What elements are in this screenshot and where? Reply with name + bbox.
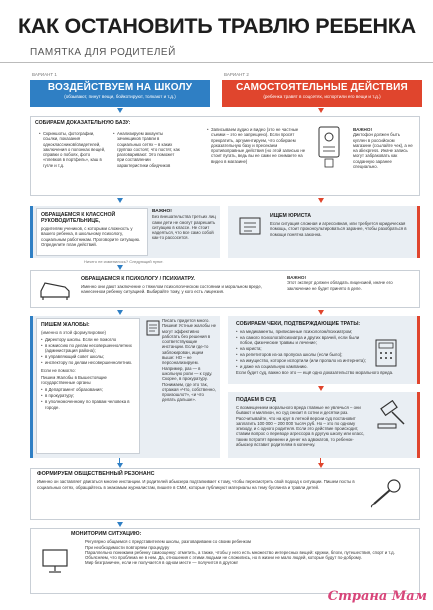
evidence-item: • Скриншоты, фотографии, ссылки, показания одноклассников/свидетелей, заключения о полонках вещей, справки о побоях, фото «плевков в портфель», каш в гугле и т.д. [39, 131, 107, 168]
costs-item: • на самого психолога/психиатра и других врачей, если были побои, физические травмы и лечение; [236, 335, 368, 346]
microphone-icon [368, 478, 404, 513]
variant1-sub: (обзывают, пинут вещи, бойкотируют, толкают и т.д.) [64, 94, 176, 99]
costs-item: • на репетиторов из-за пропуска школы (если было); [236, 352, 368, 357]
psych-heading: ОБРАЩАЕМСЯ К ПСИХОЛОГУ / ПСИХИАТРУ. [81, 276, 195, 282]
important-text: Диктофон должен быть куплен в российском магазине (ссылайте чек), а не на aliexpress. Иначе запись могут забраковать как созданную заранее специально. [353, 132, 413, 170]
lawyer-card [266, 210, 416, 254]
costs-item: • на юриста; [236, 346, 368, 351]
teacher-card [36, 208, 148, 256]
complaint-card [36, 318, 140, 454]
arrow-down-icon [117, 198, 123, 203]
divider [0, 62, 433, 63]
costs-item: • на медикаменты, приписанные психологом/психиатром; [236, 329, 368, 334]
evidence-heading: СОБИРАЕМ ДОКАЗАТЕЛЬНУЮ БАЗУ: [35, 120, 131, 126]
camera-icon [315, 123, 343, 183]
arrow-down-icon [318, 108, 324, 113]
court-card [232, 394, 372, 456]
evidence-col3 [207, 127, 311, 165]
complaint-item: • в прокуратуру; [41, 393, 135, 398]
monitor-icon [40, 546, 70, 581]
resonance-text: Именно он заставляет двигаться многие инстанции. И родителей абьюзера подталкивает к тому, чтобы пересмотреть свой подход к ситуации. Пишем посты в социальных сетях, обращайтесь в знакомым журналистам, пишите в СМИ, которые публикуют материалы на тему буллинга и травли детей. [37, 479, 355, 490]
scales-icon [238, 214, 262, 243]
important-title: ВАЖНО! [353, 127, 372, 132]
complaint-heading: ПИШЕМ ЖАЛОБЫ: [41, 322, 90, 328]
page-title: КАК ОСТАНОВИТЬ ТРАВЛЮ РЕБЕНКА [18, 14, 416, 38]
psych-text: Именно они дают заключение о тяжелом психологическом состоянии и моральном вреде, нанесенном ребенку ситуацией. Выбирайте тому, у кого есть лицензия. [81, 284, 262, 295]
teacher-text: родителям учеников, с которыми сложность у вашего ребенка, в школьному психологу, социальным работникам. Проговорите ситуацию. Определите план действий. [41, 226, 141, 247]
monitor-heading: МОНИТОРИМ СИТУАЦИЮ: [71, 531, 142, 537]
monitor-card [30, 528, 420, 594]
lawyer-text: Если ситуация сложная и агрессивная, или требуется юридическая помощь, стоит проконсультироваться заранее, чтобы разобраться в помощи понятна законна. [270, 221, 407, 237]
variant2-label: ВАРИАНТ 2 [224, 72, 249, 77]
variant1-label: ВАРИАНТ 1 [32, 72, 57, 77]
teacher-heading: ОБРАЩАЕМСЯ К КЛАССНОЙ РУКОВОДИТЕЛЬНИЦЕ, [41, 212, 116, 224]
variant2-header [222, 80, 422, 107]
couch-icon [39, 277, 71, 302]
arrow-down-icon [318, 386, 324, 391]
monitor-item: Объясняем, что проблема не в нем. Да, отношения с этими людьми не сложились, но в жизни не мало людей, которые будут по-доброму. [85, 555, 362, 561]
complaint-item: • инспектору по делам несовершеннолетних. [41, 360, 135, 365]
complaint-item: Если не помогло: [41, 367, 76, 373]
court-text: С возмещением морального вреда главные не увлечься – они бывают и миллион, но суд снизит в сотни и десятки раз. Рассчитывайте, что на круг в летной версии суд постановит заплатить 100 000 – 200 000 тысяч руб. Но – это по одному эпизоду, и с одного родителя. Если это действие происходит, ставим вопрос о переводе агрессора в другую школу или класс, таким потратят времени и денег на адвокатов, то ребенок-абьюзер вставит родителям в копеечку. [236, 405, 365, 448]
complaint-item: • в Департамент образования; [41, 387, 135, 392]
complaint-item: • в управляющий совет школы; [41, 354, 135, 359]
teacher-note-title: ВАЖНО! [152, 209, 172, 214]
variant1-header [30, 80, 210, 107]
monitor-item: Регулярно общаемся с представителем школы, разговариваем со своим ребенком [85, 539, 251, 545]
lawyer-heading: ИЩЕМ ЮРИСТА [270, 213, 311, 219]
evidence-col1 [39, 131, 107, 169]
complaint-item: • в уполномоченному по правам человека в городе. [41, 399, 135, 410]
evidence-col2 [113, 131, 181, 169]
resonance-heading: ФОРМИРУЕМ ОБЩЕСТВЕННЫЙ РЕЗОНАНС [37, 471, 155, 477]
variant2-sub: (ребенка травят в соцсетях, испортили его вещи и т.д.) [263, 94, 381, 99]
gavel-icon [376, 400, 410, 435]
evidence-card [30, 116, 420, 196]
teacher-note [152, 208, 216, 241]
variant2-heading: САМОСТОЯТЕЛЬНЫЕ ДЕЙСТВИЯ [236, 82, 408, 93]
costs-heading: СОБИРАЕМ ЧЕКИ, ПОДТВЕРЖДАЮЩИЕ ТРАТЫ: [236, 321, 361, 327]
complaint-item: • в комиссию по делам несовершеннолетних (администрация района); [41, 343, 135, 354]
page-subtitle: ПАМЯТКА ДЛЯ РОДИТЕЛЕЙ [30, 47, 176, 58]
psych-note-title: ВАЖНО! [287, 275, 306, 280]
watermark-logo: Страна Мам [327, 589, 427, 604]
teacher-note-text: Без внешательства третьих лиц сами дети не смогут разрешить ситуацию в классе. Не стоит надеяться, что все само собой как-то рассосется. [152, 214, 216, 241]
arrow-down-icon [117, 522, 123, 527]
psych-note-text: Этот эксперт должен обладать лицензией, иначе его заключение не будет принято в деле. [287, 280, 393, 291]
costs-note: Если будет суд, важно все это — ещё одно доказательство морального вреда. [236, 370, 394, 376]
evidence-important [353, 127, 413, 169]
complaint-note: Писать придется много. Пишем! Устные жалобы не могут эффективно работать без решения в соответствующие инстанции. Если где-то заблокирован, ищем выше: НО – не персонализируем. Например, раз — в школьную роли — к суду. Скорее, в прокуратуру. Понимаем, где это так, отражая «Что, собственно, произошло?», «и что делать дальше». [162, 318, 216, 403]
document-icon [146, 320, 160, 341]
arrow-down-icon [117, 108, 123, 113]
monitor-item: При необходимости повторяем процедуру [85, 544, 170, 550]
complaint-item: Пишем Жалобы в Вышестоящие государственные органы [41, 374, 107, 386]
costs-item: • и даже на социальную кампанию. [236, 364, 368, 369]
psych-note [287, 275, 415, 291]
court-heading: ПОДАЕМ В СУД [236, 397, 276, 403]
complaint-sub: (именно в этой формулировке) [41, 330, 107, 335]
arrow-down-icon [318, 310, 324, 315]
costs-item: • на имущество, которое испортили (или пропало из интернета); [236, 358, 368, 363]
arrow-down-icon [117, 310, 123, 315]
complaint-item: • Директору школы. Если не помогло [41, 337, 135, 342]
monitor-item: Мир безграничен, если не получается в одном месте — получится в другом! [85, 560, 238, 566]
calculator-icon [372, 338, 402, 373]
psych-card [30, 270, 420, 308]
monitor-item: Параллельно понижаем ребенку самооценку: отметить, а также, чтобы у него есть множество интересных вещей: кружки, блоги, путешествия, спорт и т.д. [85, 549, 395, 555]
evidence-item: • Анализируем аккаунты зачинщиков травли в социальных сетях – в каких группах состоят, что постят, как разговаривают. Это поможет при составлении характеристики обидчиков [113, 131, 181, 168]
variant1-heading: ВОЗДЕЙСТВУЕМ НА ШКОЛУ [47, 82, 193, 93]
evidence-item: • Записываем аудио и видео (это не частные съемки – это не запрещено). Если просят прекратить, аргументируем, что собираем доказательную базу и пресекаем противоправные действия (но этой записью не стоит пугать, ведь вы ее сами не снимаете на видео в магазине) [207, 127, 311, 164]
next-step-hint: Ничего не изменилось? Следующий пункт. [84, 259, 164, 264]
resonance-card [30, 468, 420, 520]
arrow-down-icon [318, 198, 324, 203]
